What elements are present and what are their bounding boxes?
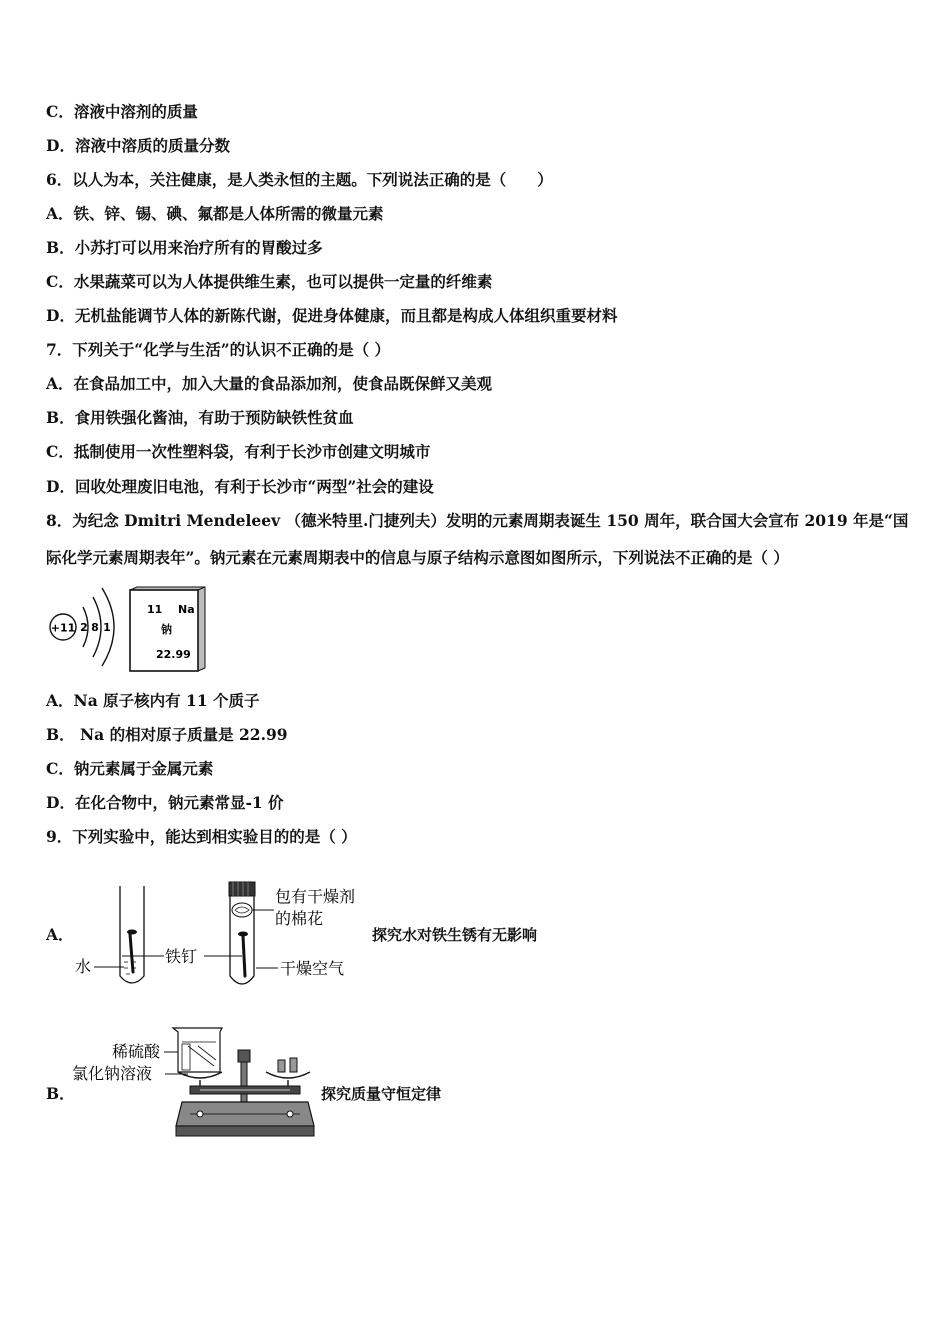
q6-option-b: B．小苏打可以用来治疗所有的胃酸过多 [46,238,323,257]
q8-option-d: D．在化合物中，钠元素常显-1 价 [46,793,284,812]
element-name: 钠 [161,623,172,636]
sodium-atom-diagram [44,582,134,672]
label-desiccant-2: 的棉花 [275,909,324,928]
q9-option-a-text: 探究水对铁生锈有无影响 [372,926,538,944]
label-nacl-solution: 氯化钠溶液 [72,1064,153,1083]
shell-1-count: 2 [80,621,88,634]
q7-option-a: A．在食品加工中，加入大量的食品添加剂，使食品既保鲜又美观 [46,374,493,393]
q6-stem: 6．以人为本，关注健康，是人类永恒的主题。下列说法正确的是（ ） [46,170,553,189]
q5-option-c: C．溶液中溶剂的质量 [46,102,198,121]
q9-stem: 9．下列实验中，能达到相实验目的的是（ ） [46,827,357,846]
q6-option-a: A．铁、锌、锡、碘、氟都是人体所需的微量元素 [46,204,384,223]
q8-option-a: A．Na 原子核内有 11 个质子 [46,691,260,710]
q7-option-c: C．抵制使用一次性塑料袋，有利于长沙市创建文明城市 [46,442,431,461]
q8-option-b: B． Na 的相对原子质量是 22.99 [46,725,288,744]
label-dry-air: 干燥空气 [280,959,345,978]
sodium-element-card [125,586,207,672]
q8-stem-line2: 际化学元素周期表年”。钠元素在元素周期表中的信息与原子结构示意图如图所示，下列说法不正确的是（ ） [46,548,789,567]
rust-experiment-figure [70,876,370,998]
label-water: 水 [75,957,92,976]
q9-option-a-label: A． [46,925,74,944]
q7-stem: 7．下列关于“化学与生活”的认识不正确的是（ ） [46,340,391,359]
shell-3-count: 1 [103,621,111,634]
element-symbol: Na [178,603,195,616]
atomic-mass: 22.99 [156,648,191,661]
label-desiccant-1: 包有干燥剂 [275,887,356,906]
q9-option-b-label: B． [46,1084,75,1103]
q8-option-c: C．钠元素属于金属元素 [46,759,214,778]
shell-2-count: 8 [91,621,99,634]
atomic-number: 11 [147,603,163,616]
q8-stem-line1: 8．为纪念 Dmitri Mendeleev （德米特里.门捷列夫）发明的元素周期表诞生 150 周年，联合国大会宣布 2019 年是“国 [46,511,909,530]
q6-option-c: C．水果蔬菜可以为人体提供维生素，也可以提供一定量的纤维素 [46,272,493,291]
label-iron-nail: 铁钉 [165,947,198,966]
label-dilute-acid: 稀硫酸 [112,1042,161,1061]
q7-option-b: B．食用铁强化酱油，有助于预防缺铁性贫血 [46,408,354,427]
nucleus-charge: +11 [50,621,76,635]
q9-option-b-text: 探究质量守恒定律 [321,1085,442,1103]
q5-option-d: D．溶液中溶质的质量分数 [46,136,230,155]
q7-option-d: D．回收处理废旧电池，有利于长沙市“两型”社会的建设 [46,477,434,496]
q6-option-d: D．无机盐能调节人体的新陈代谢，促进身体健康，而且都是构成人体组织重要材料 [46,306,618,325]
balance-experiment-figure [70,1022,320,1142]
